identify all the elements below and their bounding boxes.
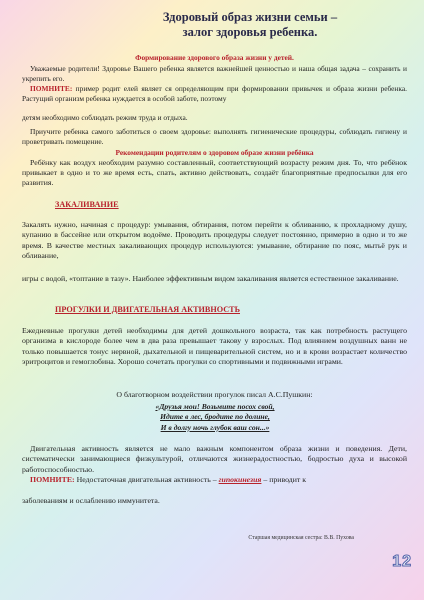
signature: Старшая медицинская сестра: В.В. Пухова [248, 535, 354, 541]
heading-recommendations: Рекомендации родителям о здоровом образе жизни ребёнка [115, 148, 314, 157]
pushkin-poem [140, 402, 290, 433]
title-line-2: залог здоровья ребенка. [182, 25, 318, 39]
walks-paragraph-3 [22, 475, 407, 485]
walks-paragraph-1: Ежедневные прогулки детей необходимы для детей дошкольного возраста, так как потребность растущего организма в кислороде более чем в два раза превышает такову у взрослых. Под влиянием воздушных ванн не только повышается тонус нервной, дыхательной и пищеварительной систем, но и в крови возрастает количество эритроцитов и гемоглобина. Хорошо сочетать прогулки со спортивными и подвижными играми. [22, 326, 407, 366]
page-title [150, 10, 350, 40]
walks-paragraph-3-b: – приводит к [263, 475, 307, 484]
pushkin-intro: О благотворном воздействии прогулок писал А.С.Пушкин: [116, 390, 313, 399]
heading-hardening: ЗАКАЛИВАНИЕ [55, 200, 119, 209]
hypokinesia-term: гипокинезия [218, 475, 262, 484]
walks-paragraph-2: Двигательная активность является не мало важным компонентом образа жизни и поведения. Дети, систематически занимающиеся физкультурой, отличаются жизнерадостностью, бодростью духа и высокой работоспособностью. [22, 444, 407, 474]
hardening-paragraph-1: Закалять нужно, начиная с процедур: умывания, обтирания, потом перейти к обливанию, к прохладному душу, купанию в бассейне или открытом водоёме. Проводить процедуры следует постоянно, примерно в одно и то же время. В качестве местных закаливающих процедур используются: умывание, обтирание по пояс, мытьё рук и обливание, [22, 220, 407, 260]
intro-paragraph-2-text: пример родит елей являет ся определяющим при формировании привычек и образа жизни ребенка. Растущий организм ребенка нуждается в особой заботе, поэтому [22, 84, 407, 103]
heading-walks-activity: ПРОГУЛКИ И ДВИГАТЕЛЬНАЯ АКТИВНОСТЬ [55, 305, 240, 314]
intro-paragraph-1: Уважаемые родители! Здоровье Вашего ребенка является важнейшей ценностью и наша общая задача – сохранить и укрепить его. [22, 64, 407, 83]
intro-paragraph-3: Приучите ребенка самого заботиться о своем здоровье: выполнять гигиенические процедуры, соблюдать гигиену и проветривать помещение. [22, 127, 407, 146]
poem-line-2: Идите в лес, бродите по долине, [160, 412, 270, 422]
intro-paragraph-2 [22, 84, 407, 103]
remember-label: ПОМНИТЕ: [30, 84, 73, 93]
poem-line-1: «Друзья мои! Возьмите посох свой, [155, 402, 275, 411]
walks-paragraph-3-a: Недостаточная двигательная активность – [76, 475, 217, 484]
hardening-paragraph-2: игры с водой, «топтание в тазу». Наиболее эффективным видом закаливания является естественное закаливание. [22, 274, 399, 283]
page-number: 12 [392, 553, 412, 570]
walks-paragraph-3-c: заболеваниям и ослаблению иммунитета. [22, 496, 160, 505]
intro-paragraph-2-tail: детям необходимо соблюдать режим труда и отдыха. [22, 113, 188, 122]
heading-forming-healthy-lifestyle: Формирование здорового образа жизни у детей. [135, 53, 294, 62]
poem-line-3: И в долгу ночь глубок ваш сон...» [160, 422, 270, 432]
title-line-1: Здоровый образ жизни семьи – [162, 10, 338, 24]
remember-label-2: ПОМНИТЕ: [30, 475, 75, 484]
intro-paragraph-4: Ребёнку как воздух необходим разумно составленный, соответствующий возрасту режим дня. То, что ребёнок привыкает в одно и то же время есть, спать, активно действовать, создаёт благоприятные предпосылки для его развития. [22, 158, 407, 187]
